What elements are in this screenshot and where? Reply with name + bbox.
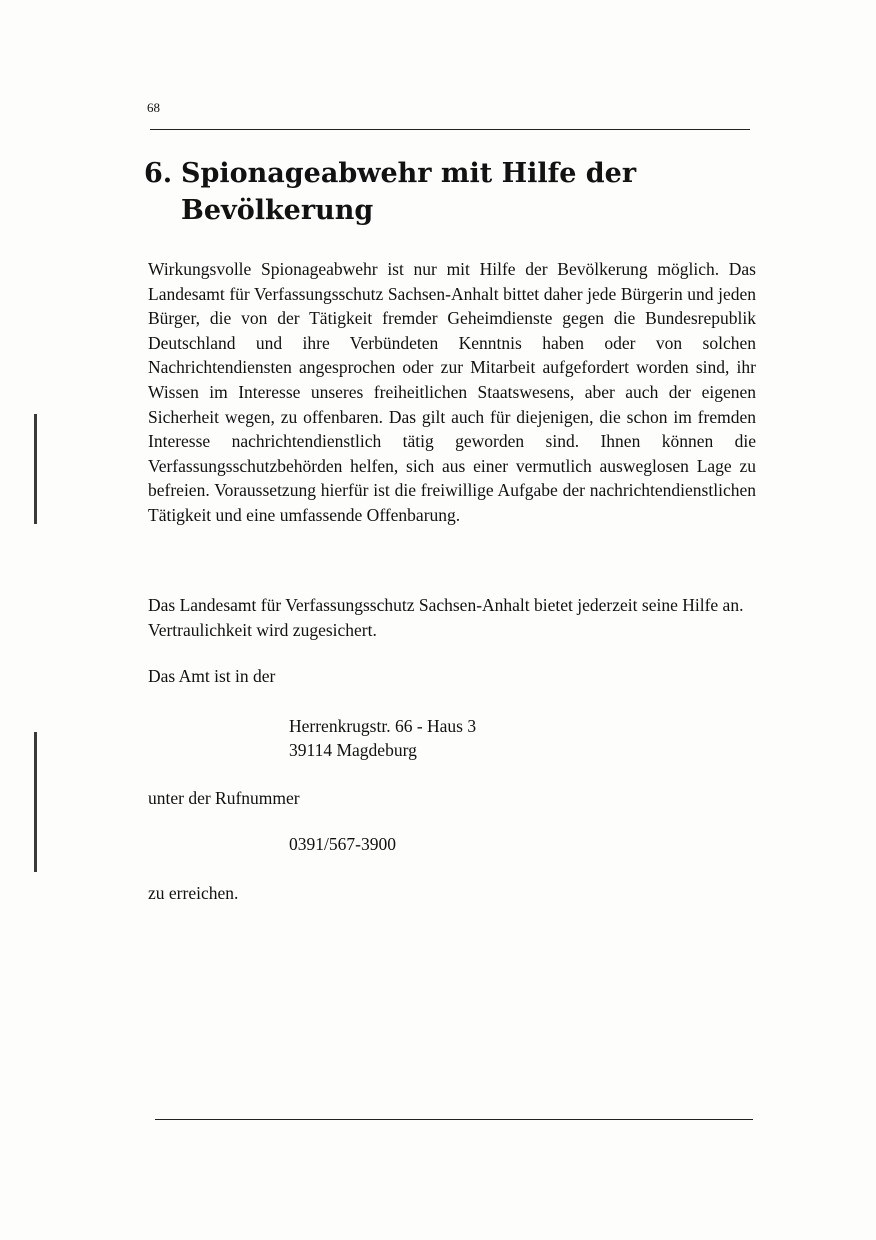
footer-rule	[155, 1119, 753, 1120]
body-paragraph: Das Landesamt für Verfassungsschutz Sachsen-Anhalt bietet jederzeit seine Hilfe an. Vertraulichkeit wird zugesichert.	[148, 595, 744, 640]
scan-edge-mark	[34, 414, 37, 524]
section-heading	[144, 155, 744, 229]
closing-text: zu erreichen.	[148, 883, 239, 903]
section-title-line-2: Bevölkerung	[181, 195, 374, 226]
section-title-line-1: Spionageabwehr mit Hilfe der	[181, 158, 637, 189]
address-city: 39114 Magdeburg	[289, 740, 417, 760]
phone-intro: unter der Rufnummer	[148, 788, 300, 808]
phone-number: 0391/567-3900	[289, 834, 396, 854]
body-paragraph: Wirkungsvolle Spionageabwehr ist nur mit Hilfe der Bevölkerung möglich. Das Landesamt für Verfassungsschutz Sachsen-Anhalt bittet daher jede Bürgerin und jeden Bürger, die von der Tätigkeit fremder Geheimdienste gegen die Bundesrepublik Deutschland und ihre Verbündeten Kenntnis haben oder von solchen Nachrichtendiensten angesprochen oder zur Mitarbeit aufgefordert worden sind, ihr Wissen im Interesse unseres freiheitlichen Staatswesens, aber auch der eigenen Sicherheit wegen, zu offenbaren. Das gilt auch für diejenigen, die schon im fremden Interesse nachrichtendienstlich tätig geworden sind. Ihnen können die Verfassungsschutzbehörden helfen, sich aus einer vermutlich ausweglosen Lage zu befreien. Voraussetzung hierfür ist die freiwillige Aufgabe der nachrichtendienstlichen Tätigkeit und eine umfassende Offenbarung.	[148, 259, 756, 525]
address-street: Herrenkrugstr. 66 - Haus 3	[289, 716, 477, 736]
address-intro: Das Amt ist in der	[148, 666, 276, 686]
scan-edge-mark	[34, 732, 37, 872]
page-number: 68	[147, 100, 160, 115]
section-number: 6.	[144, 158, 173, 189]
header-rule	[150, 129, 750, 130]
